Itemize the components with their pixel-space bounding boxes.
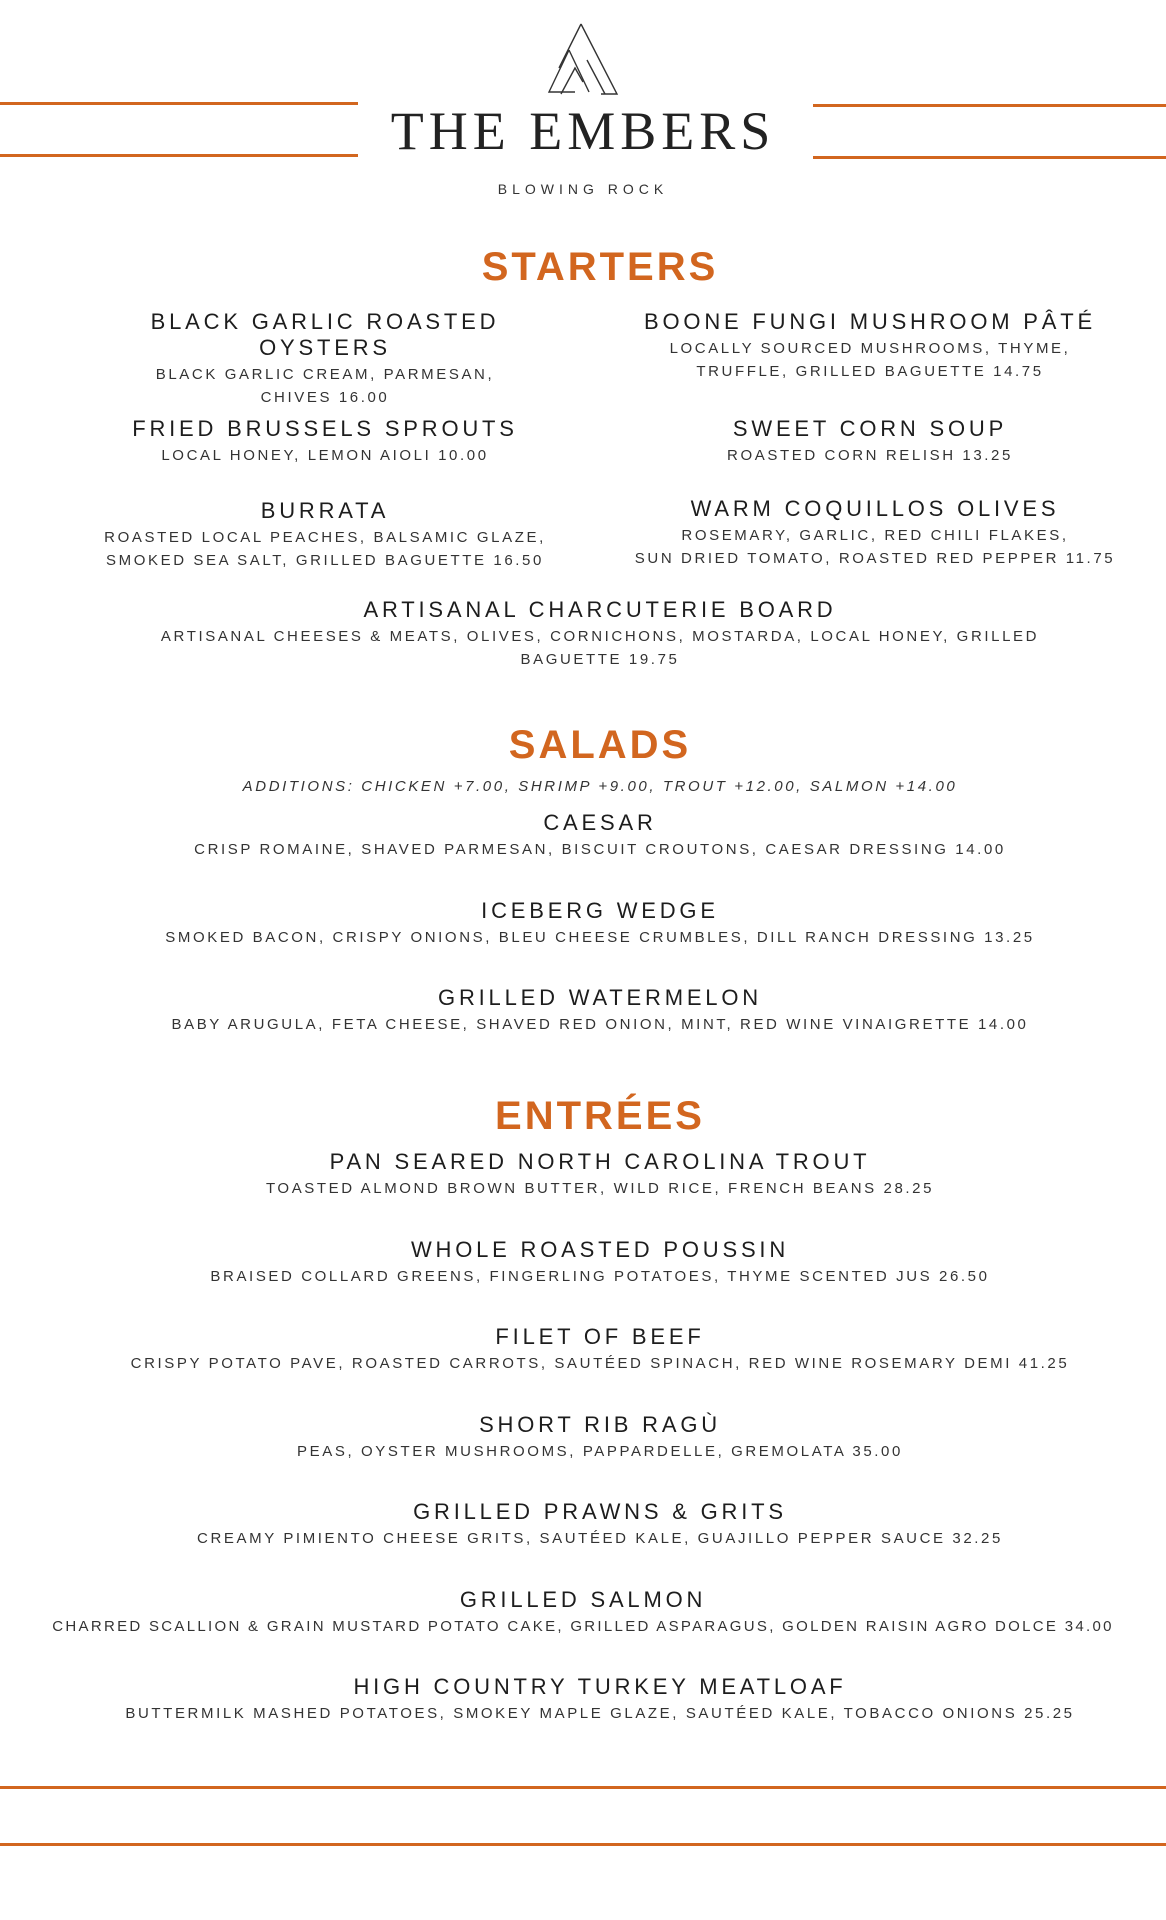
starters-heading: STARTERS [481, 245, 719, 289]
item-description: CREAMY PIMIENTO CHEESE GRITS, SAUTÉED KALE, GUAJILLO PEPPER SAUCE 32.25 [197, 1530, 1003, 1547]
item-name: SWEET CORN SOUP [732, 416, 1008, 441]
restaurant-name: THE EMBERS [390, 101, 776, 161]
footer-rule-top [0, 1786, 1166, 1789]
salads-heading: SALADS [508, 723, 692, 767]
item-name: PAN SEARED NORTH CAROLINA TROUT [329, 1149, 871, 1174]
item-description: SUN DRIED TOMATO, ROASTED RED PEPPER 11.75 [634, 550, 1116, 567]
menu-item [50, 1412, 1150, 1463]
item-description: LOCAL HONEY, LEMON AIOLI 10.00 [161, 447, 489, 464]
item-name: ARTISANAL CHARCUTERIE BOARD [363, 597, 837, 622]
item-description: CHIVES 16.00 [260, 389, 390, 406]
item-description: CHARRED SCALLION & GRAIN MUSTARD POTATO CAKE, GRILLED ASPARAGUS, GOLDEN RAISIN AGRO DOLCE 34.00 [52, 1618, 1114, 1635]
item-name: BOONE FUNGI MUSHROOM PÂTÉ [644, 309, 1096, 334]
item-name: WHOLE ROASTED POUSSIN [410, 1237, 790, 1262]
menu-item [100, 810, 1100, 861]
item-description: ARTISANAL CHEESES & MEATS, OLIVES, CORNICHONS, MOSTARDA, LOCAL HONEY, GRILLED [160, 628, 1040, 645]
item-description: LOCALLY SOURCED MUSHROOMS, THYME, [669, 340, 1071, 357]
menu-item [50, 1237, 1150, 1288]
item-description: ROSEMARY, GARLIC, RED CHILI FLAKES, [681, 527, 1069, 544]
menu-item [100, 597, 1100, 671]
item-name: CAESAR [543, 810, 657, 835]
menu-item [100, 898, 1100, 949]
item-description: BUTTERMILK MASHED POTATOES, SMOKEY MAPLE GLAZE, SAUTÉED KALE, TOBACCO ONIONS 25.25 [125, 1705, 1075, 1722]
entrees-heading: ENTRÉES [495, 1094, 705, 1138]
item-name: GRILLED PRAWNS & GRITS [413, 1499, 787, 1524]
mountain-peaks-icon [543, 22, 619, 96]
item-name: BLACK GARLIC ROASTED OYSTERS [150, 309, 500, 360]
menu-item [100, 985, 1100, 1036]
menu-item [20, 1587, 1146, 1638]
item-description: ROASTED CORN RELISH 13.25 [727, 447, 1013, 464]
item-description: TOASTED ALMOND BROWN BUTTER, WILD RICE, FRENCH BEANS 28.25 [265, 1180, 935, 1197]
menu-item [50, 1674, 1150, 1725]
item-name: ICEBERG WEDGE [481, 898, 719, 923]
item-description: CRISP ROMAINE, SHAVED PARMESAN, BISCUIT CROUTONS, CAESAR DRESSING 14.00 [194, 841, 1006, 858]
item-name: GRILLED WATERMELON [438, 985, 762, 1010]
menu-item [620, 496, 1130, 570]
item-description: BAGUETTE 19.75 [520, 651, 680, 668]
menu-item [80, 309, 570, 409]
menu-item [50, 1149, 1150, 1200]
item-description: BRAISED COLLARD GREENS, FINGERLING POTATOES, THYME SCENTED JUS 26.50 [210, 1268, 990, 1285]
menu-item [620, 416, 1120, 467]
item-description: BLACK GARLIC CREAM, PARMESAN, [155, 366, 495, 383]
item-description: SMOKED SEA SALT, GRILLED BAGUETTE 16.50 [106, 552, 544, 569]
restaurant-location: BLOWING ROCK [497, 181, 669, 197]
menu-item [50, 1324, 1150, 1375]
item-name: SHORT RIB RAGÙ [479, 1412, 721, 1437]
item-name: FILET OF BEEF [495, 1324, 705, 1349]
item-name: BURRATA [260, 498, 390, 523]
salad-additions-note: ADDITIONS: CHICKEN +7.00, SHRIMP +9.00, TROUT +12.00, SALMON +14.00 [242, 778, 958, 795]
item-description: PEAS, OYSTER MUSHROOMS, PAPPARDELLE, GREMOLATA 35.00 [297, 1443, 903, 1460]
menu-item [50, 1499, 1150, 1550]
item-name: WARM COQUILLOS OLIVES [690, 496, 1060, 521]
menu-item [80, 416, 570, 467]
item-description: ROASTED LOCAL PEACHES, BALSAMIC GLAZE, [104, 529, 546, 546]
item-name: HIGH COUNTRY TURKEY MEATLOAF [353, 1674, 847, 1699]
menu-item [620, 309, 1120, 383]
item-description: BABY ARUGULA, FETA CHEESE, SHAVED RED ONION, MINT, RED WINE VINAIGRETTE 14.00 [171, 1016, 1029, 1033]
item-description: SMOKED BACON, CRISPY ONIONS, BLEU CHEESE CRUMBLES, DILL RANCH DRESSING 13.25 [165, 929, 1035, 946]
item-name: FRIED BRUSSELS SPROUTS [132, 416, 518, 441]
item-name: GRILLED SALMON [459, 1587, 707, 1612]
item-description: CRISPY POTATO PAVE, ROASTED CARROTS, SAUTÉED SPINACH, RED WINE ROSEMARY DEMI 41.25 [130, 1355, 1070, 1372]
item-description: TRUFFLE, GRILLED BAGUETTE 14.75 [696, 363, 1044, 380]
footer-rule-bottom [0, 1843, 1166, 1846]
menu-item [80, 498, 570, 572]
